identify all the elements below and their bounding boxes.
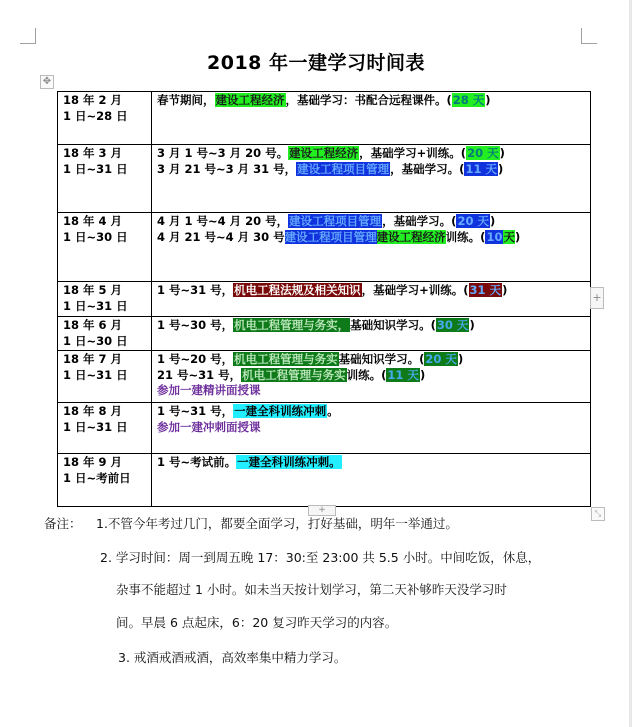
document-title: 2018 年一建学习时间表 bbox=[207, 52, 425, 74]
subject-highlight: 建设工程经济 bbox=[215, 93, 285, 107]
plan-line bbox=[157, 455, 585, 471]
plan-cell bbox=[152, 92, 591, 145]
note-item-1: 1.不管今年考过几门，都要全面学习，打好基础，明年一举通过。 bbox=[96, 516, 458, 531]
plan-text: ) bbox=[514, 229, 521, 244]
margin-corner-top-right bbox=[581, 28, 597, 44]
days-badge: 20 天 bbox=[467, 146, 499, 160]
plan-text: ) bbox=[489, 214, 496, 228]
plan-text: 4 月 21 号~4 月 30 号 bbox=[157, 229, 285, 244]
date-month: 18 年 9 月 bbox=[63, 455, 123, 469]
date-range: 1 日~31 日 bbox=[63, 298, 128, 313]
date-cell bbox=[58, 145, 152, 213]
date-range: 1 日~30 日 bbox=[63, 333, 128, 348]
date-month: 18 年 5 月 bbox=[63, 283, 123, 297]
table-row bbox=[58, 317, 591, 351]
plan-cell bbox=[152, 145, 591, 213]
plan-text: ，基础学习：书配合远程课件。( bbox=[285, 93, 452, 107]
insert-column-button[interactable]: + bbox=[308, 505, 336, 516]
plan-line bbox=[157, 214, 585, 230]
plan-text: ，基础学习+训练。( bbox=[361, 283, 469, 297]
table-row bbox=[58, 213, 591, 282]
days-badge: 20 天 bbox=[425, 352, 457, 366]
subject-highlight: 建设工程项目管理 bbox=[289, 214, 382, 228]
plan-text: ) bbox=[457, 352, 464, 366]
extra-course-note: 参加一建冲刺面授课 bbox=[157, 419, 261, 434]
subject-highlight: 一建全科训练冲刺 bbox=[234, 404, 327, 418]
plan-cell bbox=[152, 454, 591, 507]
days-badge: 11 天 bbox=[387, 367, 419, 382]
insert-row-button[interactable]: + bbox=[590, 287, 604, 309]
table-row bbox=[58, 282, 591, 317]
table-row bbox=[58, 351, 591, 403]
date-month: 18 年 2 月 bbox=[63, 93, 123, 107]
date-range: 1 日~考前日 bbox=[63, 470, 131, 485]
date-cell bbox=[58, 92, 152, 145]
plan-text: 3 月 21 号~3 月 31 号， bbox=[157, 161, 297, 176]
plan-text: 3 月 1 号~3 月 20 号。 bbox=[157, 146, 289, 160]
date-cell bbox=[58, 351, 152, 403]
plan-line bbox=[157, 404, 585, 420]
days-badge: 28 天 bbox=[452, 93, 485, 107]
subject-highlight: 机电工程管理与务实， bbox=[234, 318, 350, 332]
plan-line bbox=[157, 146, 585, 162]
date-month: 18 年 6 月 bbox=[63, 318, 123, 332]
subject-highlight: 建设工程项目管理 bbox=[297, 161, 390, 176]
subject-highlight: 建设工程经济 bbox=[289, 146, 359, 160]
plan-text: ) bbox=[502, 283, 508, 297]
plan-cell bbox=[152, 213, 591, 282]
plan-line bbox=[157, 352, 585, 368]
table-row bbox=[58, 92, 591, 145]
study-schedule-table bbox=[57, 91, 591, 507]
date-range: 1 日~28 日 bbox=[63, 108, 128, 123]
days-badge: 30 天 bbox=[436, 318, 469, 332]
extra-course-note: 参加一建精讲面授课 bbox=[157, 383, 261, 397]
plan-text: 。 bbox=[327, 404, 339, 418]
plan-text: 1 号~20 号， bbox=[157, 352, 234, 366]
plan-text: 1 号~考试前。 bbox=[157, 455, 237, 469]
plan-line bbox=[157, 318, 585, 334]
subject-highlight-2: 建设工程经济 bbox=[376, 229, 446, 244]
plan-text: 4 月 1 号~4 月 20 号， bbox=[157, 214, 289, 228]
date-month: 18 年 3 月 bbox=[63, 146, 123, 160]
table-row bbox=[58, 454, 591, 507]
note-item-2-cont: 间。早晨 6 点起床，6：20 复习昨天学习的内容。 bbox=[116, 615, 398, 630]
plan-text: 1 号~31 号， bbox=[157, 283, 234, 297]
days-badge: 31 天 bbox=[469, 283, 502, 297]
plan-text: ，基础学习。( bbox=[390, 161, 465, 176]
plan-line bbox=[157, 93, 585, 109]
subject-highlight: 机电工程管理与务实 bbox=[242, 367, 346, 382]
note-item-2-cont: 杂事不能超过 1 小时。如未当天按计划学习，第二天补够昨天没学习时 bbox=[116, 582, 507, 597]
date-cell bbox=[58, 213, 152, 282]
plan-cell bbox=[152, 403, 591, 454]
subject-highlight: 一建全科训练冲刺。 bbox=[237, 455, 341, 469]
subject-highlight: 机电工程法规及相关知识 bbox=[234, 283, 361, 297]
plan-text: 春节期间， bbox=[157, 93, 215, 107]
table-row bbox=[58, 403, 591, 454]
plan-text: ) bbox=[497, 161, 504, 176]
plan-cell bbox=[152, 351, 591, 403]
subject-highlight: 机电工程管理与务实 bbox=[234, 352, 338, 366]
date-month: 18 年 7 月 bbox=[63, 352, 123, 366]
plan-cell bbox=[152, 317, 591, 351]
date-cell bbox=[58, 282, 152, 317]
plan-text: 基础知识学习。( bbox=[338, 352, 425, 366]
date-range: 1 日~31 日 bbox=[63, 419, 128, 434]
date-cell bbox=[58, 317, 152, 351]
date-range: 1 日~30 日 bbox=[63, 229, 128, 244]
days-badge-unit: 天 bbox=[503, 229, 515, 244]
plan-text: 训练。( bbox=[346, 367, 387, 382]
subject-highlight: 建设工程项目管理 bbox=[284, 229, 377, 244]
plan-text: ) bbox=[419, 367, 426, 382]
plan-line bbox=[157, 283, 585, 299]
plan-text: 基础知识学习。( bbox=[350, 318, 436, 332]
plan-text: ) bbox=[469, 318, 475, 332]
table-move-handle-icon[interactable]: ✥ bbox=[40, 75, 54, 89]
note-item-2: 2. 学习时间：周一到周五晚 17：30:至 23:00 共 5.5 小时。中间吃饭，休息， bbox=[100, 550, 541, 565]
date-month: 18 年 8 月 bbox=[63, 404, 123, 418]
plan-line bbox=[157, 368, 585, 384]
plan-text: 1 号~31 号， bbox=[157, 404, 234, 418]
plan-cell bbox=[152, 282, 591, 317]
plan-text: 训练。( bbox=[445, 229, 486, 244]
date-range: 1 日~31 日 bbox=[63, 367, 128, 382]
days-badge-number: 10 bbox=[486, 229, 503, 244]
plan-text: ) bbox=[499, 146, 505, 160]
plan-text: 1 号~30 号， bbox=[157, 318, 234, 332]
plan-text: ，基础学习+训练。( bbox=[359, 146, 467, 160]
date-cell bbox=[58, 403, 152, 454]
plan-text: ，基础学习。( bbox=[382, 214, 457, 228]
days-badge: 11 天 bbox=[465, 161, 497, 176]
table-row bbox=[58, 145, 591, 213]
days-badge: 20 天 bbox=[457, 214, 489, 228]
note-item-3: 3. 戒酒戒酒戒酒，高效率集中精力学习。 bbox=[118, 650, 347, 665]
plan-text: 21 号~31 号， bbox=[157, 367, 242, 382]
date-cell bbox=[58, 454, 152, 507]
table-resize-handle-icon[interactable]: ⤡ bbox=[591, 507, 605, 521]
plan-line bbox=[157, 162, 585, 178]
date-month: 18 年 4 月 bbox=[63, 214, 123, 228]
date-range: 1 日~31 日 bbox=[63, 161, 128, 176]
notes-label: 备注： bbox=[44, 516, 82, 531]
plan-line bbox=[157, 230, 585, 246]
margin-corner-top-left bbox=[20, 28, 36, 44]
plan-text: ) bbox=[485, 93, 491, 107]
